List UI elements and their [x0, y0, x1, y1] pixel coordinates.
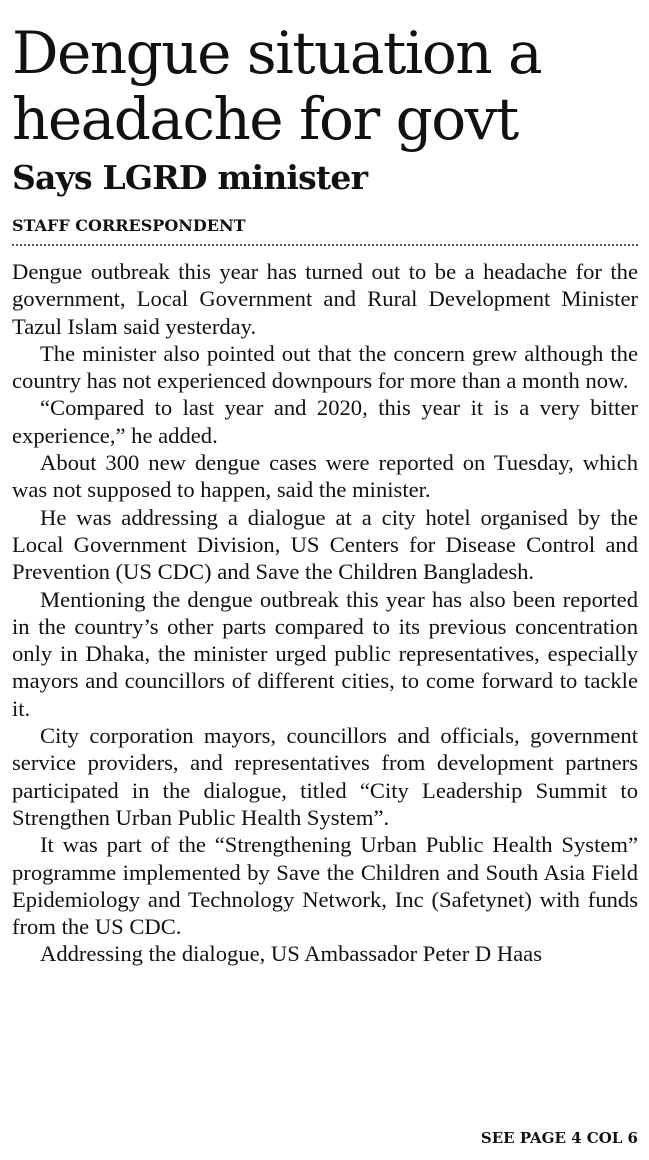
- paragraph: Mentioning the dengue outbreak this year has also been reported in the country’s other parts compared to its previous concentration only in Dhaka, the minister urged public representatives, especially mayors and councillors of different cities, to come forward to tackle it.: [12, 586, 638, 721]
- headline: Dengue situation a headache for govt: [12, 19, 542, 153]
- byline: STAFF CORRESPONDENT: [12, 216, 246, 235]
- paragraph: It was part of the “Strengthening Urban Public Health System” programme implemented by Save the Children and South Asia Field Epidemiology and Technology Network, Inc (Safetynet) with funds from the US CDC.: [12, 832, 638, 940]
- paragraph: The minister also pointed out that the concern grew although the country has not experienced downpours for more than a month now.: [12, 340, 638, 394]
- continued-on-link: SEE PAGE 4 COL 6: [480, 1129, 638, 1147]
- dotted-divider: [12, 244, 638, 246]
- subheadline: Says LGRD minister: [12, 158, 368, 197]
- paragraph: About 300 new dengue cases were reported on Tuesday, which was not supposed to happen, said the minister.: [12, 450, 638, 503]
- paragraph: “Compared to last year and 2020, this year it is a very bitter experience,” he added.: [12, 395, 638, 448]
- article-body: [12, 258, 638, 968]
- paragraph: City corporation mayors, councillors and officials, government service providers, and representatives from development partners participated in the dialogue, titled “City Leadership Summit to Strengthen Urban Public Health System”.: [12, 723, 638, 830]
- article: [12, 0, 638, 1147]
- paragraph: He was addressing a dialogue at a city hotel organised by the Local Government Division, US Centers for Disease Control and Prevention (US CDC) and Save the Children Bangladesh.: [12, 504, 638, 585]
- paragraph: Addressing the dialogue, US Ambassador Peter D Haas: [40, 941, 542, 967]
- paragraph: Dengue outbreak this year has turned out to be a headache for the government, Local Government and Rural Development Minister Tazul Islam said yesterday.: [12, 259, 638, 339]
